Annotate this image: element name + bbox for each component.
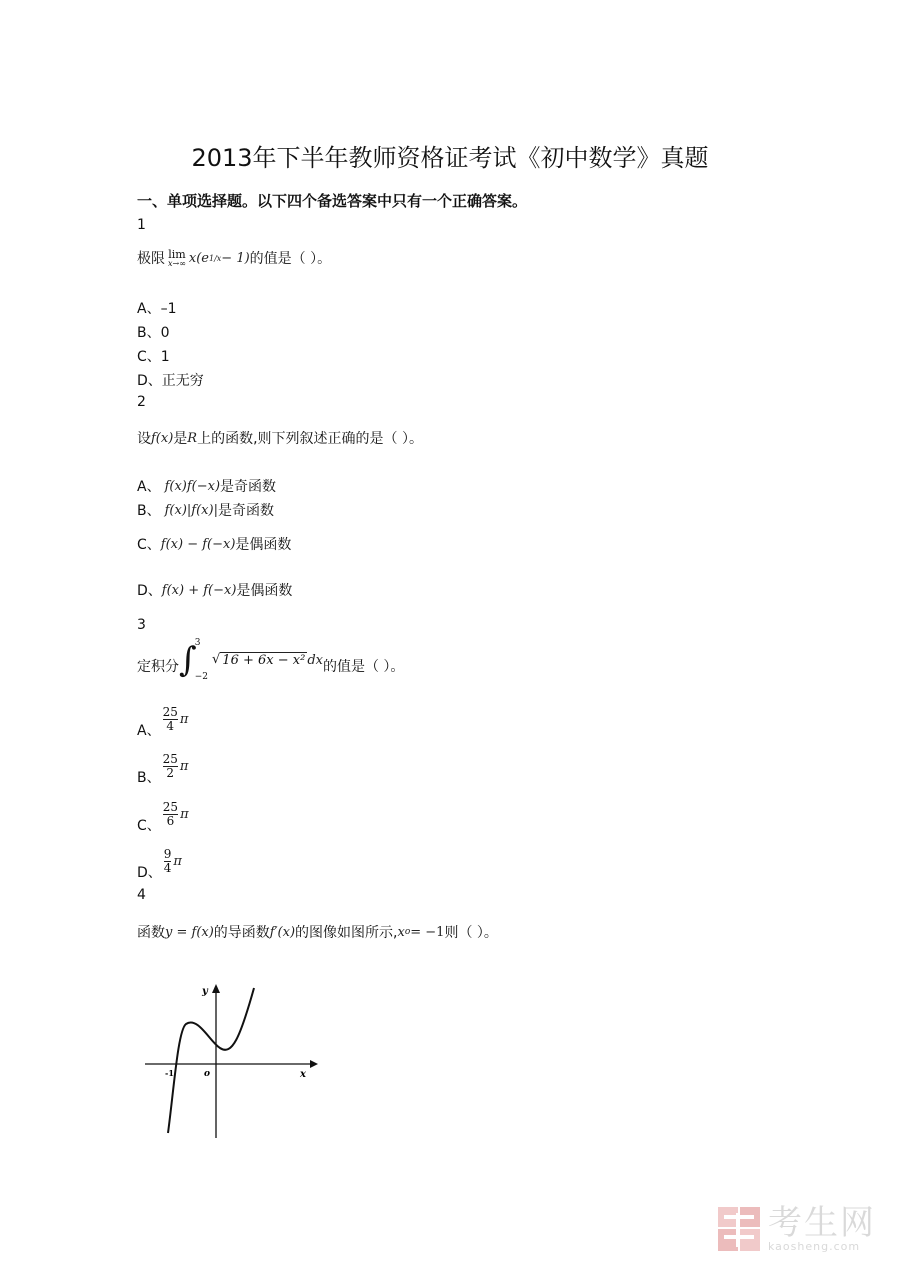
option-a: A、–1 bbox=[137, 301, 177, 317]
denominator: 6 bbox=[166, 813, 175, 828]
radicand: 16 + 6x − x² bbox=[222, 653, 306, 668]
fraction bbox=[163, 753, 178, 779]
option-label: D、 bbox=[137, 583, 162, 599]
differential: dx bbox=[307, 652, 323, 668]
option-label: C、 bbox=[137, 818, 161, 834]
numerator: 25 bbox=[162, 704, 178, 719]
section-heading: 一、单项选择题。以下四个备选答案中只有一个正确答案。 bbox=[137, 192, 528, 210]
watermark bbox=[716, 1202, 876, 1253]
option-label: A、 bbox=[137, 723, 161, 739]
option-label: B、 bbox=[137, 770, 161, 786]
pi-symbol: π bbox=[173, 853, 182, 869]
stem-text: 的图像如图所示, bbox=[295, 925, 398, 941]
question-stem bbox=[137, 248, 331, 268]
math-subscript: o bbox=[404, 927, 411, 937]
fraction bbox=[163, 706, 178, 732]
numerator: 25 bbox=[162, 799, 179, 814]
option-c bbox=[137, 534, 291, 554]
math-expression: R bbox=[187, 430, 198, 446]
question-number: 1 bbox=[137, 217, 146, 233]
lim-subscript: x→∞ bbox=[168, 258, 186, 268]
fraction bbox=[164, 848, 172, 874]
radical-sign: √ bbox=[212, 652, 221, 667]
option-b: B、0 bbox=[137, 325, 170, 341]
y-axis-arrow bbox=[212, 984, 220, 993]
option-text: 是偶函数 bbox=[235, 537, 292, 553]
derivative-graph bbox=[140, 978, 330, 1152]
stem-text: 设 bbox=[137, 431, 151, 447]
watermark-name: 考生网 bbox=[768, 1202, 876, 1243]
option-text: 是偶函数 bbox=[236, 583, 293, 599]
stem-text: 的值是（ ）。 bbox=[249, 251, 332, 267]
question-number: 4 bbox=[137, 887, 146, 903]
stem-text: 的值是（ ）。 bbox=[322, 659, 405, 675]
upper-limit: 3 bbox=[194, 638, 201, 648]
question-stem bbox=[137, 638, 404, 682]
option-math: f(x) − f(−x) bbox=[160, 536, 236, 552]
option-d bbox=[137, 580, 292, 600]
option-b bbox=[137, 500, 274, 520]
stem-text: 的导函数 bbox=[213, 925, 270, 941]
stem-text: 是 bbox=[173, 431, 188, 447]
origin-label: o bbox=[204, 1069, 211, 1079]
denominator: 2 bbox=[166, 765, 175, 780]
option-d: D、正无穷 bbox=[137, 373, 204, 389]
math-expression: y = f(x) bbox=[165, 924, 214, 940]
question-stem bbox=[137, 922, 498, 942]
y-axis-label: y bbox=[202, 986, 208, 997]
integral-sign bbox=[179, 638, 208, 682]
denominator: 4 bbox=[163, 860, 172, 875]
math-expression: − 1) bbox=[221, 250, 250, 266]
lower-limit: −2 bbox=[194, 672, 208, 682]
square-root bbox=[212, 652, 307, 668]
option-label: B、 bbox=[137, 503, 161, 519]
option-a bbox=[137, 476, 276, 496]
math-expression: f(x) bbox=[151, 430, 174, 446]
option-label: D、 bbox=[137, 865, 162, 881]
x-axis-label: x bbox=[300, 1069, 306, 1080]
option-b bbox=[137, 745, 188, 787]
tick-label: -1 bbox=[165, 1068, 174, 1078]
stem-text: 上的函数,则下列叙述正确的是（ ）。 bbox=[197, 431, 423, 447]
x-axis-arrow bbox=[310, 1060, 318, 1068]
graph-svg bbox=[140, 978, 330, 1148]
derivative-curve bbox=[168, 988, 254, 1133]
stem-text: 则（ ）。 bbox=[444, 925, 498, 941]
fraction bbox=[163, 801, 178, 827]
integral-limits bbox=[195, 638, 208, 682]
lim-label: lim bbox=[168, 247, 186, 261]
option-text: 是奇函数 bbox=[220, 479, 277, 495]
limit-operator bbox=[168, 249, 186, 268]
option-text: 是奇函数 bbox=[217, 503, 274, 519]
pi-symbol: π bbox=[179, 758, 189, 774]
question-number: 3 bbox=[137, 617, 146, 633]
option-label: C、 bbox=[137, 537, 161, 553]
math-exponent: 1/x bbox=[209, 253, 222, 263]
question-number: 2 bbox=[137, 394, 146, 410]
option-math: f(x)|f(x)| bbox=[164, 502, 218, 518]
watermark-logo-icon bbox=[716, 1205, 762, 1253]
denominator: 4 bbox=[166, 718, 175, 733]
math-expression: x bbox=[397, 924, 405, 940]
option-label: A、 bbox=[137, 479, 161, 495]
integral-symbol: ∫ bbox=[179, 640, 197, 680]
option-a bbox=[137, 698, 188, 740]
watermark-url: kaosheng.com bbox=[768, 1239, 861, 1253]
stem-text: 定积分 bbox=[137, 659, 179, 675]
stem-text: 函数 bbox=[137, 925, 165, 941]
question-stem bbox=[137, 428, 423, 448]
math-expression: x(e bbox=[188, 250, 209, 266]
pi-symbol: π bbox=[179, 711, 189, 727]
option-math: f(x)f(−x) bbox=[164, 478, 221, 494]
math-expression: = −1 bbox=[410, 924, 445, 940]
option-c bbox=[137, 793, 189, 835]
math-expression: f′(x) bbox=[269, 924, 296, 940]
page-title: 2013年下半年教师资格证考试《初中数学》真题 bbox=[191, 144, 709, 172]
stem-text: 极限 bbox=[137, 251, 165, 267]
numerator: 9 bbox=[163, 846, 172, 861]
option-d bbox=[137, 840, 182, 882]
pi-symbol: π bbox=[180, 806, 189, 822]
numerator: 25 bbox=[162, 751, 178, 766]
option-math: f(x) + f(−x) bbox=[161, 582, 237, 598]
option-c: C、1 bbox=[137, 349, 170, 365]
